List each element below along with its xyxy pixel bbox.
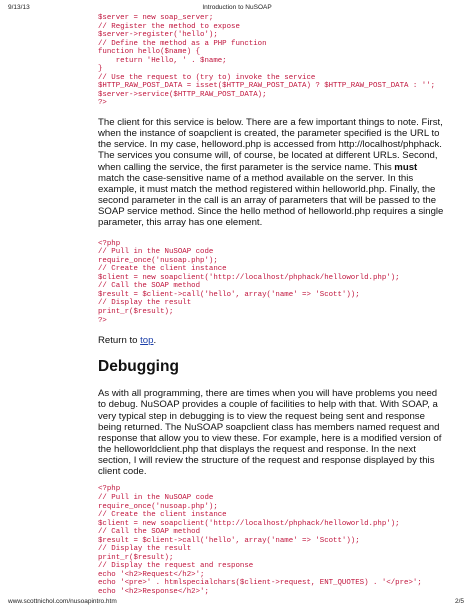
code-line: echo '<pre>' . htmlspecialchars($client->request, ENT_QUOTES) . '</pre>'; xyxy=(98,579,422,588)
code-line: <?php xyxy=(98,485,121,494)
page-number: 2/5 xyxy=(454,598,464,605)
code-line: ?> xyxy=(98,99,107,108)
client-explanation-text-2: match the case-sensitive name of a method available on the server. In this example, it must match the method registered within helloworld.php. Finally, the second parameter in the call is an array of parameters that will be passed to the SOAP service method. Since the hello method of helloworld.php requires a single parameter, this array has one element. xyxy=(98,172,444,229)
code-line: $server = new soap_server; xyxy=(98,14,214,22)
emphasis-must: must xyxy=(394,161,418,173)
print-date: 9/13/13 xyxy=(8,4,30,11)
code-line: // Display the request and response xyxy=(98,562,254,571)
code-line: $client = new soapclient('http://localhost/phphack/helloworld.php'); xyxy=(98,519,400,528)
code-line: } xyxy=(98,65,103,74)
code-line: // Create the client instance xyxy=(98,265,227,274)
code-line: require_once('nusoap.php'); xyxy=(98,502,218,511)
code-line: ?> xyxy=(98,316,107,325)
code-line: $result = $client->call('hello', array('name' => 'Scott')); xyxy=(98,536,360,545)
client-explanation-text-1: The client for this service is below. There are a few important things to note. First, when the instance of soapclient is created, the parameter specified is the URL to the service. In my case, helloword.php is accessed from http://localhost/phphack. The services you consume will, of course, be located at different URLs. Second, when calling the service, the first parameter is the service name. This xyxy=(98,117,443,173)
code-line: $HTTP_RAW_POST_DATA = isset($HTTP_RAW_POST_DATA) ? $HTTP_RAW_POST_DATA : ''; xyxy=(98,82,436,91)
code-line: echo '<h2>Response</h2>'; xyxy=(98,588,209,597)
top-link[interactable]: top xyxy=(140,335,154,347)
code-line: require_once('nusoap.php'); xyxy=(98,256,218,265)
code-line: return 'Hello, ' . $name; xyxy=(98,56,227,65)
debugging-paragraph: As with all programming, there are times when you will have problems you need to debug. NuSOAP provides a couple of facilities to help with that. With SOAP, a very typical step in debugging is to view the request being sent and response being returned. The NuSOAP soapclient class has members named request and response that allow you to view these. For example, here is a modified version of the helloworldclient.php that displays the request and response. In the next section, I will review the structure of the request and response displayed by this client code. xyxy=(98,388,442,478)
section-heading-debugging: Debugging xyxy=(98,358,179,376)
code-line: print_r($result); xyxy=(98,553,174,562)
client-explanation-paragraph xyxy=(98,117,444,229)
code-line: // Display the result xyxy=(98,545,192,554)
code-line: // Define the method as a PHP function xyxy=(98,39,267,48)
code-line: // Create the client instance xyxy=(98,511,227,520)
footer-url: www.scottnichol.com/nusoapintro.htm xyxy=(8,598,117,605)
code-line: $server->service($HTTP_RAW_POST_DATA); xyxy=(98,90,267,99)
code-line: // Register the method to expose xyxy=(98,22,240,31)
code-block-debug-client xyxy=(98,485,444,596)
code-line: $result = $client->call('hello', array('name' => 'Scott')); xyxy=(98,290,360,299)
code-line: // Pull in the NuSOAP code xyxy=(98,494,214,502)
return-suffix: . xyxy=(153,335,157,347)
code-line: // Use the request to (try to) invoke the service xyxy=(98,73,316,82)
document-title: Introduction to NuSOAP xyxy=(202,4,272,11)
code-line: // Display the result xyxy=(98,299,192,308)
code-line: $server->register('hello'); xyxy=(98,31,218,40)
code-line: // Pull in the NuSOAP code xyxy=(98,248,214,257)
code-line: print_r($result); xyxy=(98,307,174,316)
code-line: <?php xyxy=(98,239,121,248)
return-to-top-line xyxy=(98,335,444,346)
page-header xyxy=(0,4,474,14)
code-block-client xyxy=(98,240,444,325)
page-footer xyxy=(0,598,474,608)
article-content xyxy=(98,14,444,597)
code-line: // Call the SOAP method xyxy=(98,282,201,291)
code-line: // Call the SOAP method xyxy=(98,528,201,537)
code-line: $client = new soapclient('http://localhost/phphack/helloworld.php'); xyxy=(98,273,400,282)
code-line: echo '<h2>Request</h2>'; xyxy=(98,570,205,579)
code-line: function hello($name) { xyxy=(98,48,201,57)
return-prefix: Return to xyxy=(98,335,141,347)
code-block-server xyxy=(98,14,444,108)
